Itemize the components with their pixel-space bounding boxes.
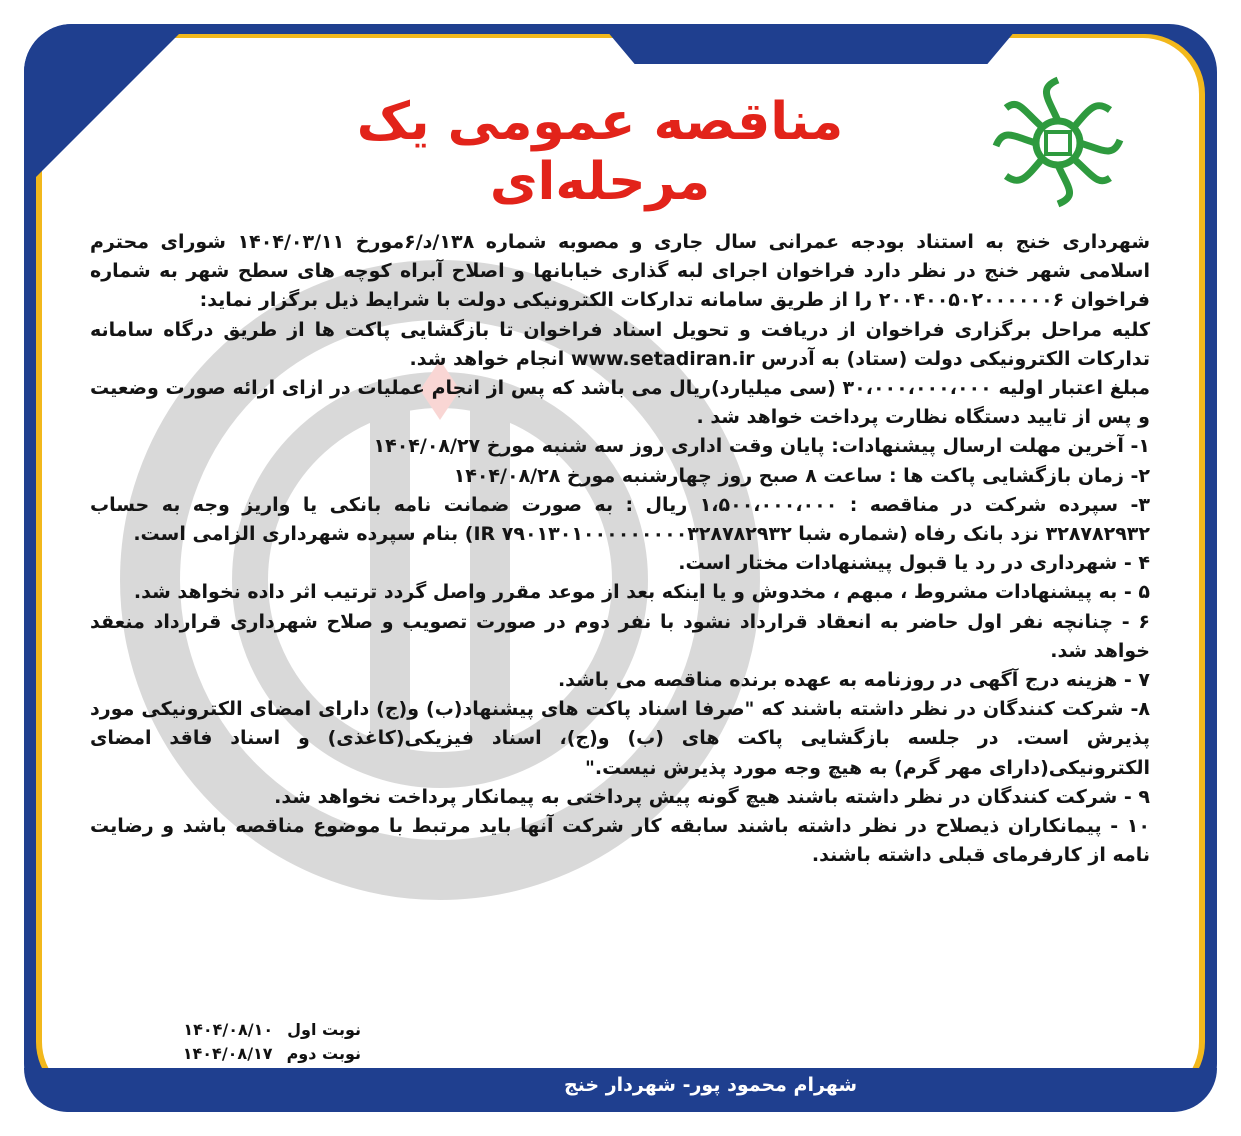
second-publication-date: ۱۴۰۴/۰۸/۱۷ [182,1044,273,1063]
condition-item-8: ۸- شرکت کنندگان در نظر داشته باشند که "صرفا اسناد پاکت های پیشنهاد(ب) و(ج) دارای امضای الکترونیکی مورد پذیرش است. در جلسه بازگشایی پاکت های (ب) و(ج)، اسناد فیزیکی(کاغذی) و اسناد فاقد امضای الکترونیکی(دارای مهر گرم) به هیچ وجه مورد پذیرش نیست." [90,698,1150,779]
condition-item-7: ۷ - هزینه درج آگهی در روزنامه به عهده برنده مناقصه می باشد. [557,669,1150,692]
first-publication [101,1018,361,1042]
budget-paragraph: مبلغ اعتبار اولیه ۳۰،۰۰۰،۰۰۰،۰۰۰ (سی میلیارد)ریال می باشد که پس از انجام عملیات در ازای ارائه صورت وضعیت و پس از تایید دستگاه نظارت پرداخت خواهد شد . [90,377,1150,429]
condition-item-10: ۱۰ - پیمانکاران ذیصلاح در نظر داشته باشند سابقه کار شرکت آنها باید مرتبط با موضوع مناقصه باشد و رضایت نامه از کارفرمای قبلی داشته باشند. [90,815,1150,867]
top-notch-decoration [601,24,1021,64]
first-publication-date: ۱۴۰۴/۰۸/۱۰ [183,1020,274,1039]
second-publication-label: نوبت دوم [286,1044,361,1063]
first-publication-label: نوبت اول [287,1020,361,1039]
portal-paragraph: کلیه مراحل برگزاری فراخوان از دریافت و تحویل اسناد فراخوان تا بازگشایی پاکت ها از طریق درگاه سامانه تدارکات الکترونیکی دولت (ستاد) به آدرس www.setadiran.ir انجام خواهد شد. [90,318,1150,370]
condition-item-9: ۹ - شرکت کنندگان در نظر داشته باشند هیچ گونه پیش پرداختی به پیمانکار پرداخت نخواهد شد. [274,785,1150,808]
condition-item-1: ۱- آخرین مهلت ارسال پیشنهادات: پایان وقت اداری روز سه شنبه مورخ ۱۴۰۴/۰۸/۲۷ [373,435,1150,458]
publication-dates [101,1018,361,1066]
condition-item-6: ۶ - چنانچه نفر اول حاضر به انعقاد قرارداد نشود با نفر دوم در صورت تصویب و صلاح شهرداری قرارداد منعقد خواهد شد. [90,610,1150,662]
signature-text: شهرام محمود پور- شهردار خنج [563,1074,858,1096]
ribbon-triangle [24,24,189,189]
ribbon-label: نوبت اول [64,72,163,172]
corner-ribbon [24,24,194,194]
page-title: مناقصه عمومی یک مرحله‌ای [356,92,844,212]
notice-body [90,228,1150,870]
second-publication [101,1042,361,1066]
condition-item-5: ۵ - به پیشنهادات مشروط ، مبهم ، مخدوش و یا اینکه بعد از موعد مقرر واصل گردد ترتیب اثر داده نخواهد شد. [133,581,1150,604]
intro-paragraph: شهرداری خنج به استناد بودجه عمرانی سال جاری و مصوبه شماره ۱۳۸/د/۶مورخ ۱۴۰۴/۰۳/۱۱ شورای محترم اسلامی شهر خنج در نظر دارد فراخوان اجرای لبه گذاری خیابانها و اصلاح آبراه کوچه های سطح شهر به شماره فراخوان ۲۰۰۴۰۰۵۰۲۰۰۰۰۰۰۶ را از طریق سامانه تدارکات الکترونیکی دولت با شرایط ذیل برگزار نماید: [90,231,1151,312]
condition-item-4: ۴ - شهرداری در رد یا قبول پیشنهادات مختار است. [678,552,1150,575]
municipality-logo [978,58,1138,218]
condition-item-3: ۳- سپرده شرکت در مناقصه : ۱،۵۰۰،۰۰۰،۰۰۰ ریال : به صورت ضمانت نامه بانکی یا واریز وجه به حساب ۳۲۸۷۸۲۹۳۲ نزد بانک رفاه (شماره شبا IR ۷۹۰۱۳۰۱۰۰۰۰۰۰۰۰۰۳۲۸۷۸۲۹۳۲) بنام سپرده شهرداری الزامی است. [90,493,1150,546]
signature [0,1074,1241,1096]
condition-item-2: ۲- زمان بازگشایی پاکت ها : ساعت ۸ صبح روز چهارشنبه مورخ ۱۴۰۴/۰۸/۲۸ [453,464,1150,487]
